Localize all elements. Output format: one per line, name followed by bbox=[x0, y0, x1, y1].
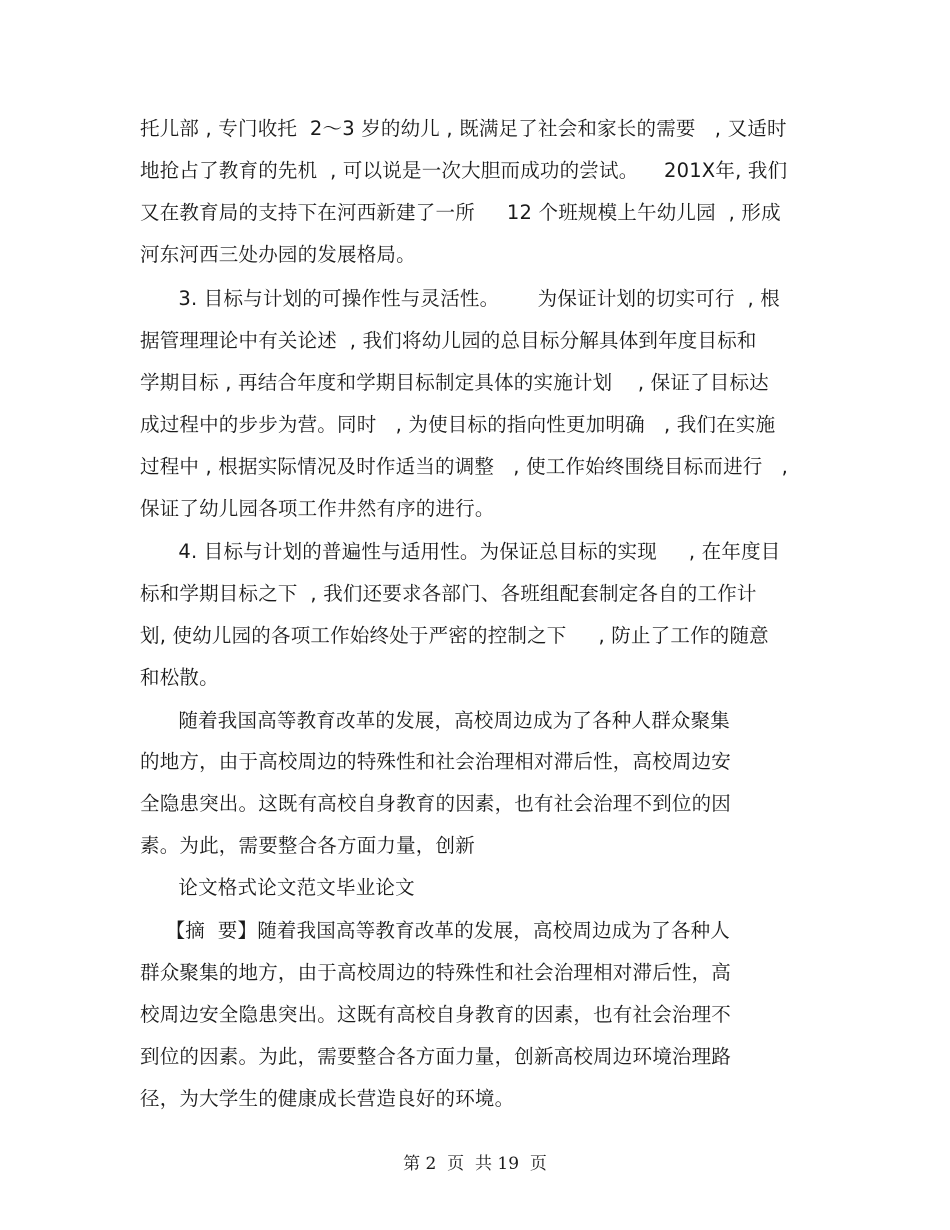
abstract-line: 径，为大学生的健康成长营造良好的环境。 bbox=[140, 1087, 515, 1110]
body-line: 全隐患突出。这既有高校自身教育的因素，也有社会治理不到位的因 bbox=[140, 792, 732, 815]
body-line: 标和学期目标之下 , 我们还要求各部门、各班组配套制定各自的工作计 bbox=[140, 582, 757, 605]
body-line: 素。为此，需要整合各方面力量，创新 bbox=[140, 834, 475, 857]
body-line: 河东河西三处办园的发展格局。 bbox=[140, 243, 416, 266]
abstract-line: 群众聚集的地方，由于高校周边的特殊性和社会治理相对滞后性，高 bbox=[140, 961, 732, 984]
body-line: 过程中 , 根据实际情况及时作适当的调整 , 使工作始终围绕目标而进行 , bbox=[140, 455, 789, 478]
body-line: 3. 目标与计划的可操作性与灵活性。 为保证计划的切实可行 , 根 bbox=[140, 287, 780, 310]
body-line: 随着我国高等教育改革的发展，高校周边成为了各种人群众聚集 bbox=[140, 709, 730, 732]
body-line: 的地方，由于高校周边的特殊性和社会治理相对滞后性，高校周边安 bbox=[140, 750, 732, 773]
body-line: 保证了幼儿园各项工作井然有序的进行。 bbox=[140, 497, 495, 520]
body-line: 和松散。 bbox=[140, 666, 219, 689]
body-line: 划, 使幼儿园的各项工作始终处于严密的控制之下 , 防止了工作的随意 bbox=[140, 624, 769, 647]
body-line: 学期目标 , 再结合年度和学期目标制定具体的实施计划 , 保证了目标达 bbox=[140, 371, 769, 394]
abstract-line: 【摘 要】随着我国高等教育改革的发展，高校周边成为了各种人 bbox=[140, 919, 730, 942]
body-line: 托儿部 , 专门收托 2～3 岁的幼儿 , 既满足了社会和家长的需要 , 又适时 bbox=[140, 117, 787, 140]
abstract-line: 到位的因素。为此，需要整合各方面力量，创新高校周边环境治理路 bbox=[140, 1045, 732, 1068]
body-line: 据管理理论中有关论述 , 我们将幼儿园的总目标分解具体到年度目标和 bbox=[140, 329, 757, 352]
body-line: 地抢占了教育的先机 , 可以说是一次大胆而成功的尝试。 201X年, 我们 bbox=[140, 159, 788, 182]
body-line: 4. 目标与计划的普遍性与适用性。为保证总目标的实现 , 在年度目 bbox=[140, 540, 781, 563]
section-heading: 论文格式论文范文毕业论文 bbox=[140, 876, 415, 899]
page-number-footer: 第 2 页 共 19 页 bbox=[403, 1154, 547, 1174]
abstract-line: 校周边安全隐患突出。这既有高校自身教育的因素，也有社会治理不 bbox=[140, 1003, 732, 1026]
body-line: 成过程中的步步为营。同时 , 为使目标的指向性更加明确 , 我们在实施 bbox=[140, 413, 776, 436]
body-line: 又在教育局的支持下在河西新建了一所 12 个班规模上午幼儿园 , 形成 bbox=[140, 201, 781, 224]
